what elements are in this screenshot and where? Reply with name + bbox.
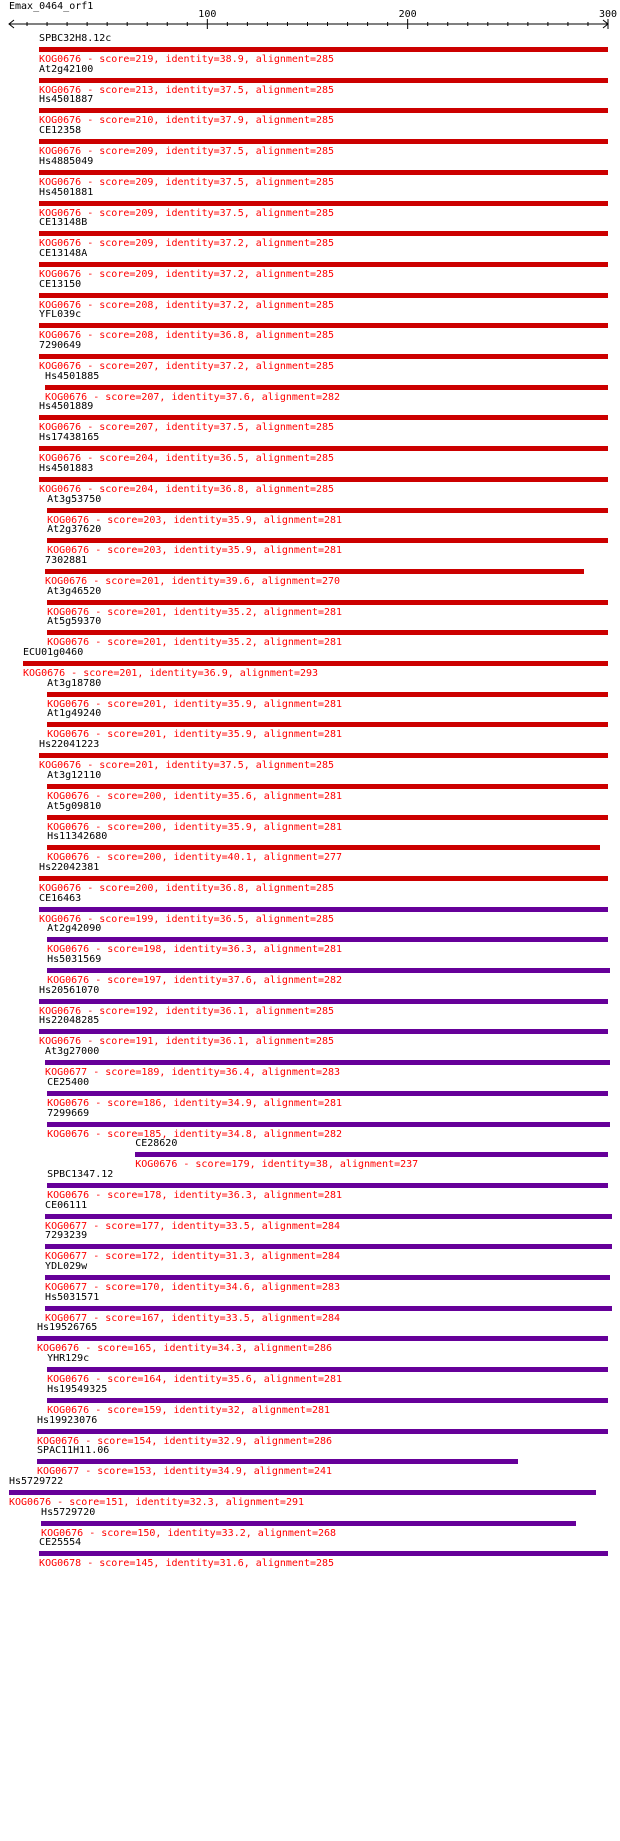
hit-description: KOG0676 - score=210, identity=37.9, alignment=285 <box>39 115 335 127</box>
hit-bar[interactable] <box>39 477 608 482</box>
hit-name[interactable]: SPBC32H8.12c <box>39 33 112 44</box>
hit-bar[interactable] <box>39 170 608 175</box>
hit-bar[interactable] <box>39 47 608 52</box>
hit-name[interactable]: ECU01g0460 <box>23 647 84 658</box>
hit-bar[interactable] <box>47 1183 608 1188</box>
hit-name[interactable]: Hs4501889 <box>39 401 94 413</box>
hit-bar[interactable] <box>47 538 608 543</box>
hit-name[interactable]: At5g59370 <box>47 616 102 628</box>
hit-name[interactable]: At5g09810 <box>47 800 102 812</box>
hit-description: KOG0676 - score=209, identity=37.2, alignment=285 <box>39 238 335 250</box>
hit-name[interactable]: 7290649 <box>39 340 82 351</box>
hit-description: KOG0676 - score=197, identity=37.6, alignment=282 <box>47 975 343 986</box>
hit-description: KOG0676 - score=200, identity=36.8, alignment=285 <box>39 882 335 894</box>
hit-bar[interactable] <box>47 1398 608 1403</box>
hit-bar[interactable] <box>47 1367 608 1372</box>
hit-bar[interactable] <box>47 600 608 605</box>
hit-bar[interactable] <box>37 1336 608 1341</box>
hit-name[interactable]: At2g42090 <box>47 923 102 935</box>
hit-name[interactable]: Hs19549325 <box>47 1383 108 1395</box>
hit-description: KOG0676 - score=219, identity=38.9, alignment=285 <box>39 54 335 65</box>
hit-name[interactable]: Hs5729720 <box>41 1506 96 1518</box>
hit-bar[interactable] <box>47 815 608 820</box>
hit-name[interactable]: At2g37620 <box>47 524 102 536</box>
hit-bar[interactable] <box>37 1459 518 1464</box>
hit-bar[interactable] <box>47 937 608 942</box>
hit-description: KOG0676 - score=204, identity=36.8, alignment=285 <box>39 483 335 495</box>
hit-bar[interactable] <box>39 907 608 912</box>
hit-bar[interactable] <box>39 415 608 420</box>
hit-description: KOG0678 - score=145, identity=31.6, alignment=285 <box>39 1558 335 1570</box>
hit-name[interactable]: SPAC11H11.06 <box>37 1445 110 1457</box>
hit-description: KOG0676 - score=203, identity=35.9, alignment=281 <box>47 545 343 557</box>
hit-description: KOG0676 - score=209, identity=37.5, alignment=285 <box>39 207 335 219</box>
hit-name[interactable]: CE13148A <box>39 247 88 259</box>
hit-name[interactable]: Hs11342680 <box>47 831 108 843</box>
hit-description: KOG0676 - score=207, identity=37.6, alignment=282 <box>45 391 341 403</box>
hit-bar[interactable] <box>45 1275 610 1280</box>
hit-bar[interactable] <box>39 231 608 236</box>
hit-bar[interactable] <box>39 78 608 83</box>
hit-name[interactable]: At3g46520 <box>47 585 102 597</box>
hit-description: KOG0676 - score=203, identity=35.9, alignment=281 <box>47 514 343 526</box>
hit-name[interactable]: CE28620 <box>135 1138 178 1150</box>
hit-bar[interactable] <box>45 1214 612 1219</box>
hit-name[interactable]: Hs4501887 <box>39 94 94 106</box>
hit-bar[interactable] <box>45 1244 612 1249</box>
hit-name[interactable]: At3g53750 <box>47 493 102 505</box>
hit-description: KOG0676 - score=201, identity=37.5, alignment=285 <box>39 760 335 772</box>
hit-name[interactable]: At2g42100 <box>39 63 94 75</box>
hit-description: KOG0677 - score=189, identity=36.4, alignment=283 <box>45 1067 341 1079</box>
hit-bar[interactable] <box>39 139 608 144</box>
hit-description: KOG0676 - score=209, identity=37.5, alignment=285 <box>39 176 335 188</box>
hit-description: KOG0676 - score=150, identity=33.2, alignment=268 <box>41 1527 337 1539</box>
hit-name[interactable]: Hs22048285 <box>39 1015 100 1027</box>
hit-name[interactable]: CE25554 <box>39 1537 82 1549</box>
hit-description: KOG0676 - score=154, identity=32.9, alignment=286 <box>37 1435 333 1447</box>
hit-bar[interactable] <box>47 1122 610 1127</box>
hit-description: KOG0676 - score=200, identity=35.9, alignment=281 <box>47 821 343 833</box>
hit-bar[interactable] <box>47 508 608 513</box>
hit-bar[interactable] <box>45 1060 610 1065</box>
hit-description: KOG0676 - score=213, identity=37.5, alignment=285 <box>39 84 335 96</box>
hit-name[interactable]: At3g12110 <box>47 769 102 781</box>
hit-name[interactable]: At3g27000 <box>45 1046 100 1058</box>
hit-name[interactable]: CE06111 <box>45 1199 88 1211</box>
hit-name[interactable]: 7299669 <box>47 1107 90 1119</box>
hit-description: KOG0676 - score=179, identity=38, alignment=237 <box>135 1159 419 1171</box>
hit-name[interactable]: Hs22042381 <box>39 861 100 873</box>
hit-name[interactable]: Hs17438165 <box>39 432 100 444</box>
hit-bar[interactable] <box>47 722 608 727</box>
hit-bar[interactable] <box>39 201 608 206</box>
hit-description: KOG0677 - score=172, identity=31.3, alignment=284 <box>45 1251 341 1263</box>
hit-bar[interactable] <box>47 968 610 973</box>
hit-description: KOG0676 - score=207, identity=37.2, alignment=285 <box>39 361 335 372</box>
hit-description: KOG0676 - score=186, identity=34.9, alignment=281 <box>47 1097 343 1109</box>
hit-bar[interactable] <box>39 354 608 359</box>
hit-bar[interactable] <box>37 1429 608 1434</box>
hit-bar[interactable] <box>39 293 608 298</box>
hit-bar[interactable] <box>45 385 608 390</box>
hit-description: KOG0676 - score=207, identity=37.5, alignment=285 <box>39 422 335 434</box>
hit-bar[interactable] <box>45 569 584 574</box>
hit-name[interactable]: At3g18780 <box>47 677 102 689</box>
hit-bar[interactable] <box>47 1091 608 1096</box>
hit-description: KOG0676 - score=159, identity=32, alignment=281 <box>47 1404 331 1416</box>
hit-bar[interactable] <box>39 876 608 881</box>
hit-description: KOG0676 - score=201, identity=36.9, alignment=293 <box>23 668 319 679</box>
hit-description: KOG0677 - score=167, identity=33.5, alignment=284 <box>45 1312 341 1324</box>
hit-bar[interactable] <box>39 323 608 328</box>
hit-name[interactable]: CE13150 <box>39 278 82 290</box>
hit-description: KOG0676 - score=204, identity=36.5, alignment=285 <box>39 453 335 465</box>
hit-name[interactable]: Hs5031569 <box>47 954 102 965</box>
hit-description: KOG0676 - score=200, identity=40.1, alignment=277 <box>47 852 343 864</box>
hit-bar[interactable] <box>135 1152 608 1157</box>
hit-description: KOG0676 - score=199, identity=36.5, alignment=285 <box>39 913 335 925</box>
hit-name[interactable]: Hs22041223 <box>39 739 100 751</box>
hit-name[interactable]: Hs19923076 <box>37 1414 98 1426</box>
hit-name[interactable]: Hs4501883 <box>39 462 94 474</box>
hit-description: KOG0676 - score=201, identity=35.9, alignment=281 <box>47 698 343 710</box>
hit-description: KOG0676 - score=192, identity=36.1, alignment=285 <box>39 1005 335 1017</box>
hit-description: KOG0677 - score=177, identity=33.5, alignment=284 <box>45 1220 341 1232</box>
axis-tick-label: 300 <box>598 9 618 20</box>
hit-name[interactable]: CE25400 <box>47 1076 90 1088</box>
hit-bar[interactable] <box>39 753 608 758</box>
hit-bar[interactable] <box>47 692 608 697</box>
hit-description: KOG0676 - score=209, identity=37.2, alignment=285 <box>39 268 335 280</box>
hit-name[interactable]: YHR129c <box>47 1353 90 1365</box>
hit-bar[interactable] <box>47 784 608 789</box>
hit-name[interactable]: CE13148B <box>39 217 88 229</box>
hit-description: KOG0676 - score=164, identity=35.6, alignment=281 <box>47 1374 343 1386</box>
hit-bar[interactable] <box>39 262 608 267</box>
hit-description: KOG0676 - score=208, identity=36.8, alignment=285 <box>39 330 335 342</box>
hit-description: KOG0676 - score=209, identity=37.5, alignment=285 <box>39 146 335 158</box>
hit-description: KOG0676 - score=208, identity=37.2, alignment=285 <box>39 299 335 311</box>
hit-description: KOG0676 - score=200, identity=35.6, alignment=281 <box>47 790 343 802</box>
hit-name[interactable]: YDL029w <box>45 1261 88 1272</box>
page-title: Emax_0464_orf1 <box>9 1 94 12</box>
hit-description: KOG0676 - score=151, identity=32.3, alignment=291 <box>9 1496 305 1508</box>
axis-tick-label: 100 <box>198 9 217 20</box>
hit-description: KOG0676 - score=201, identity=35.2, alignment=281 <box>47 606 343 618</box>
hit-name[interactable]: Hs19526765 <box>37 1322 98 1334</box>
hit-name[interactable]: Hs5031571 <box>45 1291 100 1303</box>
hit-description: KOG0676 - score=191, identity=36.1, alignment=285 <box>39 1036 335 1048</box>
hit-bar[interactable] <box>39 1029 608 1034</box>
hit-name[interactable]: Hs5729722 <box>9 1475 64 1487</box>
hit-name[interactable]: Hs4501885 <box>45 370 100 382</box>
hit-bar[interactable] <box>45 1306 612 1311</box>
hit-bar[interactable] <box>39 1551 608 1556</box>
hit-description: KOG0676 - score=185, identity=34.8, alignment=282 <box>47 1128 343 1140</box>
hit-bar[interactable] <box>47 630 608 635</box>
hit-bar[interactable] <box>47 845 600 850</box>
hit-name[interactable]: YFL039c <box>39 309 82 321</box>
hit-bar[interactable] <box>39 108 608 113</box>
hit-description: KOG0677 - score=170, identity=34.6, alignment=283 <box>45 1282 341 1293</box>
hit-description: KOG0676 - score=178, identity=36.3, alignment=281 <box>47 1189 343 1201</box>
hit-description: KOG0677 - score=153, identity=34.9, alignment=241 <box>37 1466 333 1478</box>
hit-name[interactable]: Hs4885049 <box>39 155 94 167</box>
hit-description: KOG0676 - score=165, identity=34.3, alignment=286 <box>37 1343 333 1355</box>
axis-tick-label: 200 <box>398 9 417 20</box>
hit-name[interactable]: 7293239 <box>45 1230 88 1242</box>
hit-description: KOG0676 - score=201, identity=35.9, alignment=281 <box>47 729 343 741</box>
hit-bar[interactable] <box>39 999 608 1004</box>
hit-description: KOG0676 - score=201, identity=35.2, alignment=281 <box>47 637 343 649</box>
hit-description: KOG0676 - score=201, identity=39.6, alignment=270 <box>45 575 341 587</box>
hit-name[interactable]: SPBC1347.12 <box>47 1168 114 1180</box>
hit-description: KOG0676 - score=198, identity=36.3, alignment=281 <box>47 944 343 956</box>
hit-name[interactable]: 7302881 <box>45 554 88 566</box>
hit-name[interactable]: Hs4501881 <box>39 186 94 198</box>
hit-name[interactable]: At1g49240 <box>47 708 102 720</box>
hit-bar[interactable] <box>9 1490 596 1495</box>
hit-name[interactable]: Hs20561070 <box>39 984 100 996</box>
hit-bar[interactable] <box>39 446 608 451</box>
hit-name[interactable]: CE16463 <box>39 892 82 904</box>
hit-bar[interactable] <box>23 661 608 666</box>
coordinate-scale <box>0 0 620 36</box>
hit-name[interactable]: CE12358 <box>39 125 82 137</box>
hit-bar[interactable] <box>41 1521 576 1526</box>
